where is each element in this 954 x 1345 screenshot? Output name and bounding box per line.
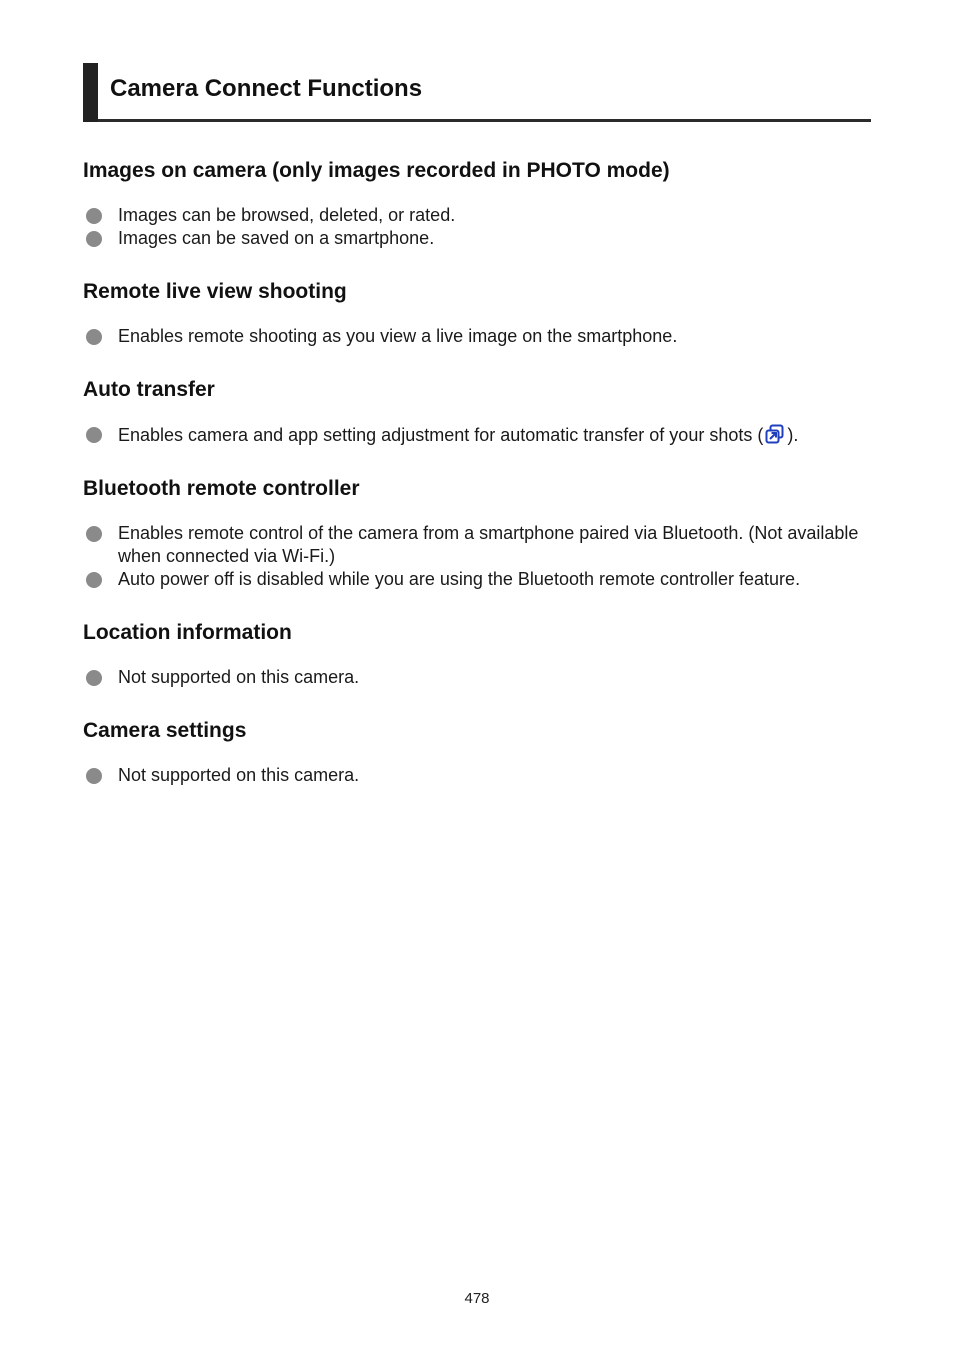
bullet-list (83, 204, 873, 250)
list-item-text: Enables remote shooting as you view a live image on the smartphone. (118, 326, 678, 346)
section-heading: Bluetooth remote controller (83, 477, 360, 500)
bullet-list (83, 666, 873, 689)
list-item-text: Not supported on this camera. (118, 765, 360, 785)
list-item (83, 227, 873, 250)
list-item (83, 568, 873, 591)
section-bluetooth-remote (83, 474, 873, 591)
section-heading: Remote live view shooting (83, 280, 347, 303)
section-images-on-camera (83, 156, 873, 250)
bullet-icon (86, 427, 102, 443)
bullet-icon (86, 768, 102, 784)
list-item-text: Not supported on this camera. (118, 667, 360, 687)
list-item-text: Images can be saved on a smartphone. (118, 228, 435, 248)
list-item-text-after: ). (787, 425, 799, 445)
list-item (83, 423, 873, 447)
bullet-icon (86, 670, 102, 686)
section-location-information (83, 618, 873, 689)
list-item-text: Enables remote control of the camera from a smartphone paired via Bluetooth. (Not available when connected via Wi-Fi.) (118, 523, 859, 566)
section-heading: Images on camera (only images recorded in PHOTO mode) (83, 159, 670, 182)
list-item (83, 522, 873, 568)
link-reference-icon[interactable] (764, 423, 786, 445)
section-heading: Camera settings (83, 719, 247, 742)
list-item-text: Images can be browsed, deleted, or rated. (118, 205, 456, 225)
list-item-text-before: Enables camera and app setting adjustment for automatic transfer of your shots ( (118, 425, 764, 445)
bullet-icon (86, 208, 102, 224)
bullet-icon (86, 231, 102, 247)
bullet-list (83, 764, 873, 787)
bullet-list (83, 423, 873, 447)
section-camera-settings (83, 716, 873, 787)
list-item (83, 204, 873, 227)
list-item (83, 666, 873, 689)
header-accent-bar (83, 63, 98, 122)
page-header (83, 63, 871, 122)
bullet-icon (86, 572, 102, 588)
bullet-list (83, 522, 873, 591)
section-remote-live-view (83, 277, 873, 348)
page-number: 478 (464, 1290, 490, 1307)
section-auto-transfer (83, 375, 873, 447)
list-item (83, 325, 873, 348)
list-item (83, 764, 873, 787)
link-reference-icon-graphic (764, 423, 786, 445)
bullet-icon (86, 526, 102, 542)
page-title: Camera Connect Functions (110, 75, 423, 102)
content (83, 156, 873, 814)
bullet-icon (86, 329, 102, 345)
bullet-list (83, 325, 873, 348)
list-item-text: Auto power off is disabled while you are using the Bluetooth remote controller feature. (118, 569, 801, 589)
section-heading: Location information (83, 621, 292, 644)
section-heading: Auto transfer (83, 378, 215, 401)
